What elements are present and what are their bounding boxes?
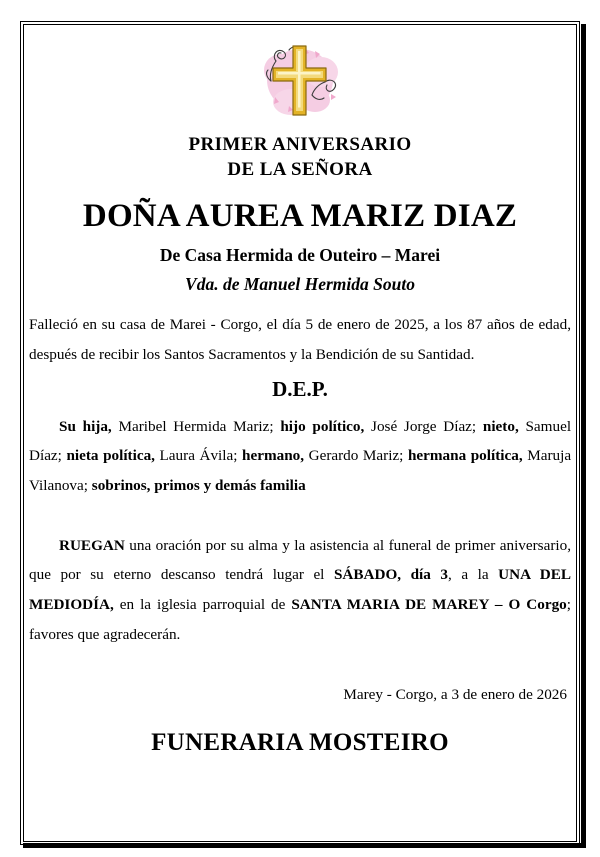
gold-cross-with-pink-background-icon — [245, 34, 355, 122]
family-names-hija: Maribel Hermida Mariz; — [118, 417, 274, 435]
request-text-part-4: ; favores que agradecerán. — [29, 595, 572, 643]
family-names-hermana-politica: Maruja Vilanova; — [29, 447, 572, 494]
request-text-part-3: en la iglesia parroquial de — [113, 595, 292, 613]
request-text-part-1: una oración por su alma y la asistencia al funeral de primer aniversario, que por su eterno descanso tendrá lugar el — [29, 536, 571, 584]
anniversary-line-2: DE LA SEÑORA — [227, 159, 373, 181]
funeral-home-name: FUNERARIA MOSTEIRO — [151, 729, 449, 757]
family-label-hijo-politico: hijo político, — [280, 417, 365, 435]
request-church: SANTA MARIA DE MAREY – O Corgo — [291, 595, 567, 613]
request-text-part-2: , a la — [448, 566, 499, 584]
request-verb: RUEGAN — [59, 536, 125, 554]
house-of-origin-line: De Casa Hermida de Outeiro – Marei — [159, 245, 441, 266]
border-shadow-right — [581, 24, 586, 848]
request-paragraph — [29, 531, 571, 650]
deceased-name: DOÑA AUREA MARIZ DIAZ — [82, 198, 518, 235]
emblem-container — [29, 28, 571, 126]
family-closing-relatives: sobrinos, primos y demás familia — [91, 476, 306, 494]
anniversary-heading — [29, 132, 571, 182]
widow-of-line: Vda. de Manuel Hermida Souto — [185, 274, 415, 295]
death-notice-paragraph: Falleció en su casa de Marei - Corgo, el día 5 de enero de 2025, a los 87 años de edad, después de recibir los Santos Sacramentos y la Bendición de su Santidad. — [29, 316, 571, 363]
family-names-hijo-politico: José Jorge Díaz; — [371, 417, 477, 435]
family-label-hermana-politica: hermana política, — [407, 447, 523, 465]
family-names-nieta-politica: Laura Ávila; — [159, 447, 238, 465]
family-label-hermano: hermano, — [242, 447, 305, 465]
family-label-nieto: nieto, — [482, 417, 519, 435]
request-day: SÁBADO, día 3 — [333, 566, 449, 584]
family-listing-paragraph — [29, 412, 571, 501]
rest-in-peace-line: D.E.P. — [272, 377, 328, 402]
family-label-nieta-politica: nieta política, — [66, 447, 155, 465]
request-time: UNA DEL MEDIODÍA, — [29, 566, 572, 613]
family-names-nieto: Samuel Díaz; — [29, 417, 572, 465]
family-label-hija: Su hija, — [59, 417, 112, 435]
anniversary-line-1: PRIMER ANIVERSARIO — [188, 134, 412, 155]
place-and-date: Marey - Corgo, a 3 de enero de 2026 — [343, 686, 567, 704]
notice-content — [27, 28, 573, 838]
border-shadow-bottom — [23, 843, 585, 848]
family-names-hermano: Gerardo Mariz; — [308, 447, 404, 465]
